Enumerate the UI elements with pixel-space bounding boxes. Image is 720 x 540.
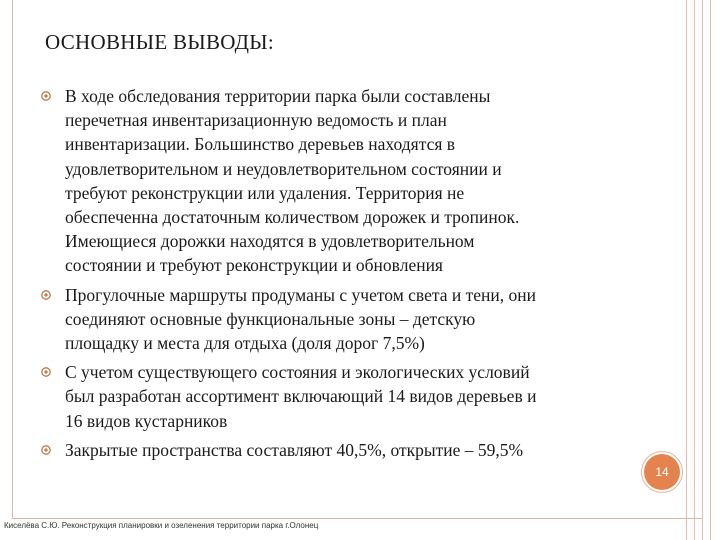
sun-ring-icon bbox=[40, 289, 52, 301]
bullet-line: инвентаризации. Большинство деревьев находятся в bbox=[65, 134, 456, 155]
bullet-text bbox=[65, 438, 640, 462]
bullet-item bbox=[40, 84, 640, 278]
bullet-line: был разработан ассортимент включающий 14 видов деревьев и bbox=[65, 386, 537, 407]
bullet-line: требуют реконструкции или удаления. Территория не bbox=[65, 182, 465, 203]
bullet-text bbox=[65, 84, 640, 278]
footer-credit: Киселёва С.Ю. Реконструкция планировки и озеленения территории парка г.Олонец bbox=[4, 521, 319, 530]
bullet-line: 16 видов кустарников bbox=[65, 410, 228, 431]
bullet-line: В ходе обследования территории парка были составлены bbox=[65, 86, 491, 106]
bullet-line: Прогулочные маршруты продуманы с учетом света и тени, они bbox=[65, 284, 536, 305]
sun-ring-icon bbox=[40, 90, 52, 102]
bullet-line: Закрытые пространства составляют 40,5%, открытие – 59,5% bbox=[65, 439, 524, 460]
bullet-item bbox=[40, 360, 640, 433]
bullet-line: С учетом существующего состояния и экологических условий bbox=[65, 362, 530, 383]
slide-frame-right-band bbox=[680, 0, 720, 540]
bullet-line: площадку и места для отдыха (доля дорог 7,5%) bbox=[65, 333, 425, 354]
bullet-line: Имеющиеся дорожки находятся в удовлетворительном bbox=[65, 231, 475, 252]
bullet-item bbox=[40, 438, 640, 462]
sun-ring-icon bbox=[40, 366, 52, 378]
bullet-text bbox=[65, 360, 640, 433]
bullet-line: состоянии и требуют реконструкции и обновления bbox=[65, 255, 443, 276]
sun-ring-icon bbox=[40, 444, 52, 456]
bullet-line: удовлетворительном и неудовлетворительном состоянии и bbox=[65, 158, 502, 179]
bullet-list bbox=[40, 84, 640, 467]
bullet-item bbox=[40, 283, 640, 356]
slide-title: ОСНОВНЫЕ ВЫВОДЫ: bbox=[45, 30, 275, 54]
page-number-badge: 14 bbox=[644, 454, 680, 490]
bullet-line: соединяют основные функциональные зоны – детскую bbox=[65, 308, 476, 329]
bullet-text bbox=[65, 283, 640, 356]
slide-frame-bottom bbox=[12, 518, 702, 519]
bullet-line: обеспеченна достаточным количеством дорожек и тропинок. bbox=[65, 207, 520, 228]
slide-frame-left bbox=[12, 0, 13, 518]
bullet-line: перечетная инвентаризационную ведомость и план bbox=[65, 110, 447, 131]
